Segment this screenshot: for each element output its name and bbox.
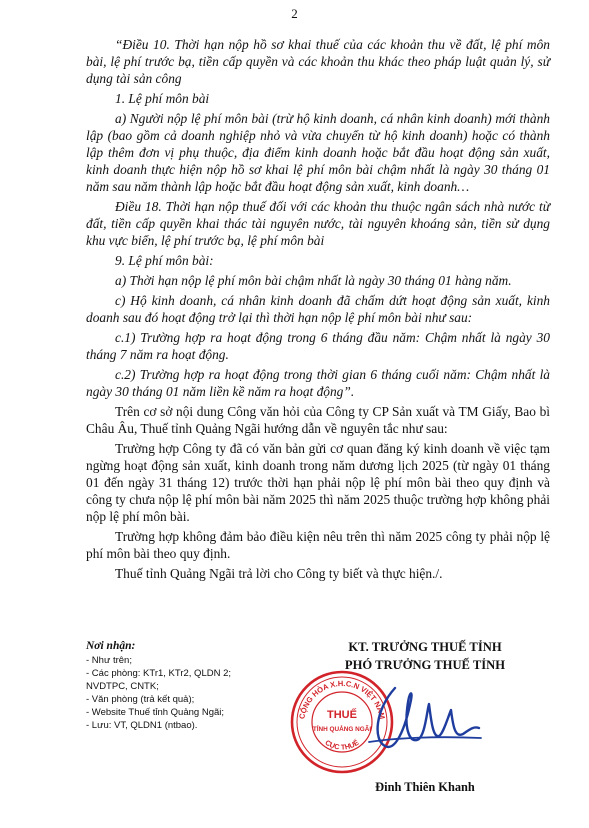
quote-item-c2: c.2) Trường hợp ra hoạt động trong thời gian 6 tháng cuối năm: Chậm nhất là ngày 30 tháng 01 năm liền kề năm ra hoạt động”. [86, 367, 550, 399]
recipient-item: - Văn phòng (trả kết quả); [86, 694, 195, 705]
recipient-item: - Lưu: VT, QLDN1 (ntbao). [86, 720, 198, 731]
recipients-block [86, 638, 296, 732]
guidance-intro: Trên cơ sở nội dung Công văn hỏi của Công ty CP Sản xuất và TM Giấy, Bao bì Châu Âu, Thuế tỉnh Quảng Ngãi hướng dẫn về nguyên tắc như sau: [86, 404, 550, 436]
svg-text:THUẾ: THUẾ [327, 709, 357, 721]
quote-article-18: Điều 18. Thời hạn nộp thuế đối với các khoản thu thuộc ngân sách nhà nước từ đất, tiền cấp quyền khai thác tài nguyên nước, tài nguyên khoáng sản, tiền sử dụng khu vực biển, lệ phí trước bạ, lệ phí môn bài [86, 199, 550, 248]
recipient-item: - Các phòng: KTr1, KTr2, QLDN 2; [86, 668, 232, 679]
quote-item-1a: a) Người nộp lệ phí môn bài (trừ hộ kinh doanh, cá nhân kinh doanh) mới thành lập (bao gồm cả doanh nghiệp nhỏ và vừa chuyển từ hộ kinh doanh) hoặc có thành lập thêm đơn vị phụ thuộc, địa điểm kinh doanh hoặc bắt đầu hoạt động sản xuất, kinh doanh thực hiện nộp hồ sơ khai lệ phí môn bài chậm nhất là ngày 30 tháng 01 năm sau năm thành lập hoặc bắt đầu hoạt động sản xuất, kinh doanh… [86, 111, 550, 194]
letter-body [86, 36, 550, 585]
quote-item-9a: a) Thời hạn nộp lệ phí môn bài chậm nhất là ngày 30 tháng 01 hàng năm. [115, 273, 512, 288]
quote-article-10: “Điều 10. Thời hạn nộp hồ sơ khai thuế của các khoản thu về đất, lệ phí môn bài, lệ phí trước bạ, tiền cấp quyền và các khoản thu khác theo pháp luật quản lý, sử dụng tài sản công [86, 37, 550, 86]
svg-text:CỘNG HÒA X.H.C.N VIỆT NAM: CỘNG HÒA X.H.C.N VIỆT NAM [297, 678, 387, 720]
closing-line: Thuế tỉnh Quảng Ngãi trả lời cho Công ty biết và thực hiện./. [115, 566, 443, 581]
svg-text:TỈNH QUẢNG NGÃI: TỈNH QUẢNG NGÃI [312, 726, 372, 733]
quote-item-c1: c.1) Trường hợp ra hoạt động trong 6 tháng đầu năm: Chậm nhất là ngày 30 tháng 7 năm ra hoạt động. [86, 330, 550, 362]
signer-name: Đinh Thiên Khanh [375, 780, 475, 794]
svg-text:CỤC THUẾ: CỤC THUẾ [323, 737, 361, 752]
page-number: 2 [291, 6, 298, 21]
handwritten-signature-icon [355, 680, 485, 760]
quote-item-1-heading: 1. Lệ phí môn bài [115, 91, 210, 106]
recipient-item: NVDTPC, CNTK; [86, 681, 159, 692]
recipients-heading: Nơi nhận: [86, 640, 136, 652]
quote-item-9-heading: 9. Lệ phí môn bài: [115, 253, 214, 268]
signer-title-2: PHÓ TRƯỞNG THUẾ TỈNH [344, 658, 506, 672]
recipient-item: - Như trên; [86, 655, 132, 666]
signer-title-1: KT. TRƯỞNG THUẾ TỈNH [348, 640, 502, 654]
guidance-case-1: Trường hợp Công ty đã có văn bản gửi cơ quan đăng ký kinh doanh về việc tạm ngừng hoạt động sản xuất, kinh doanh trong năm dương lịch 2025 (từ ngày 01 tháng 01 đến ngày 31 tháng 12) trước thời hạn phải nộp lệ phí môn bài theo quy định và công ty chưa nộp lệ phí môn bài năm 2025 thì năm 2025 thuộc trường hợp không phải nộp lệ phí môn bài. [86, 441, 550, 524]
recipient-item: - Website Thuế tỉnh Quảng Ngãi; [86, 707, 225, 718]
quote-item-9c: c) Hộ kinh doanh, cá nhân kinh doanh đã chấm dứt hoạt động sản xuất, kinh doanh sau đó hoạt động trở lại thì thời hạn nộp lệ phí môn bài như sau: [86, 293, 550, 325]
guidance-case-2: Trường hợp không đảm bảo điều kiện nêu trên thì năm 2025 công ty phải nộp lệ phí môn bài theo quy định. [86, 529, 550, 561]
